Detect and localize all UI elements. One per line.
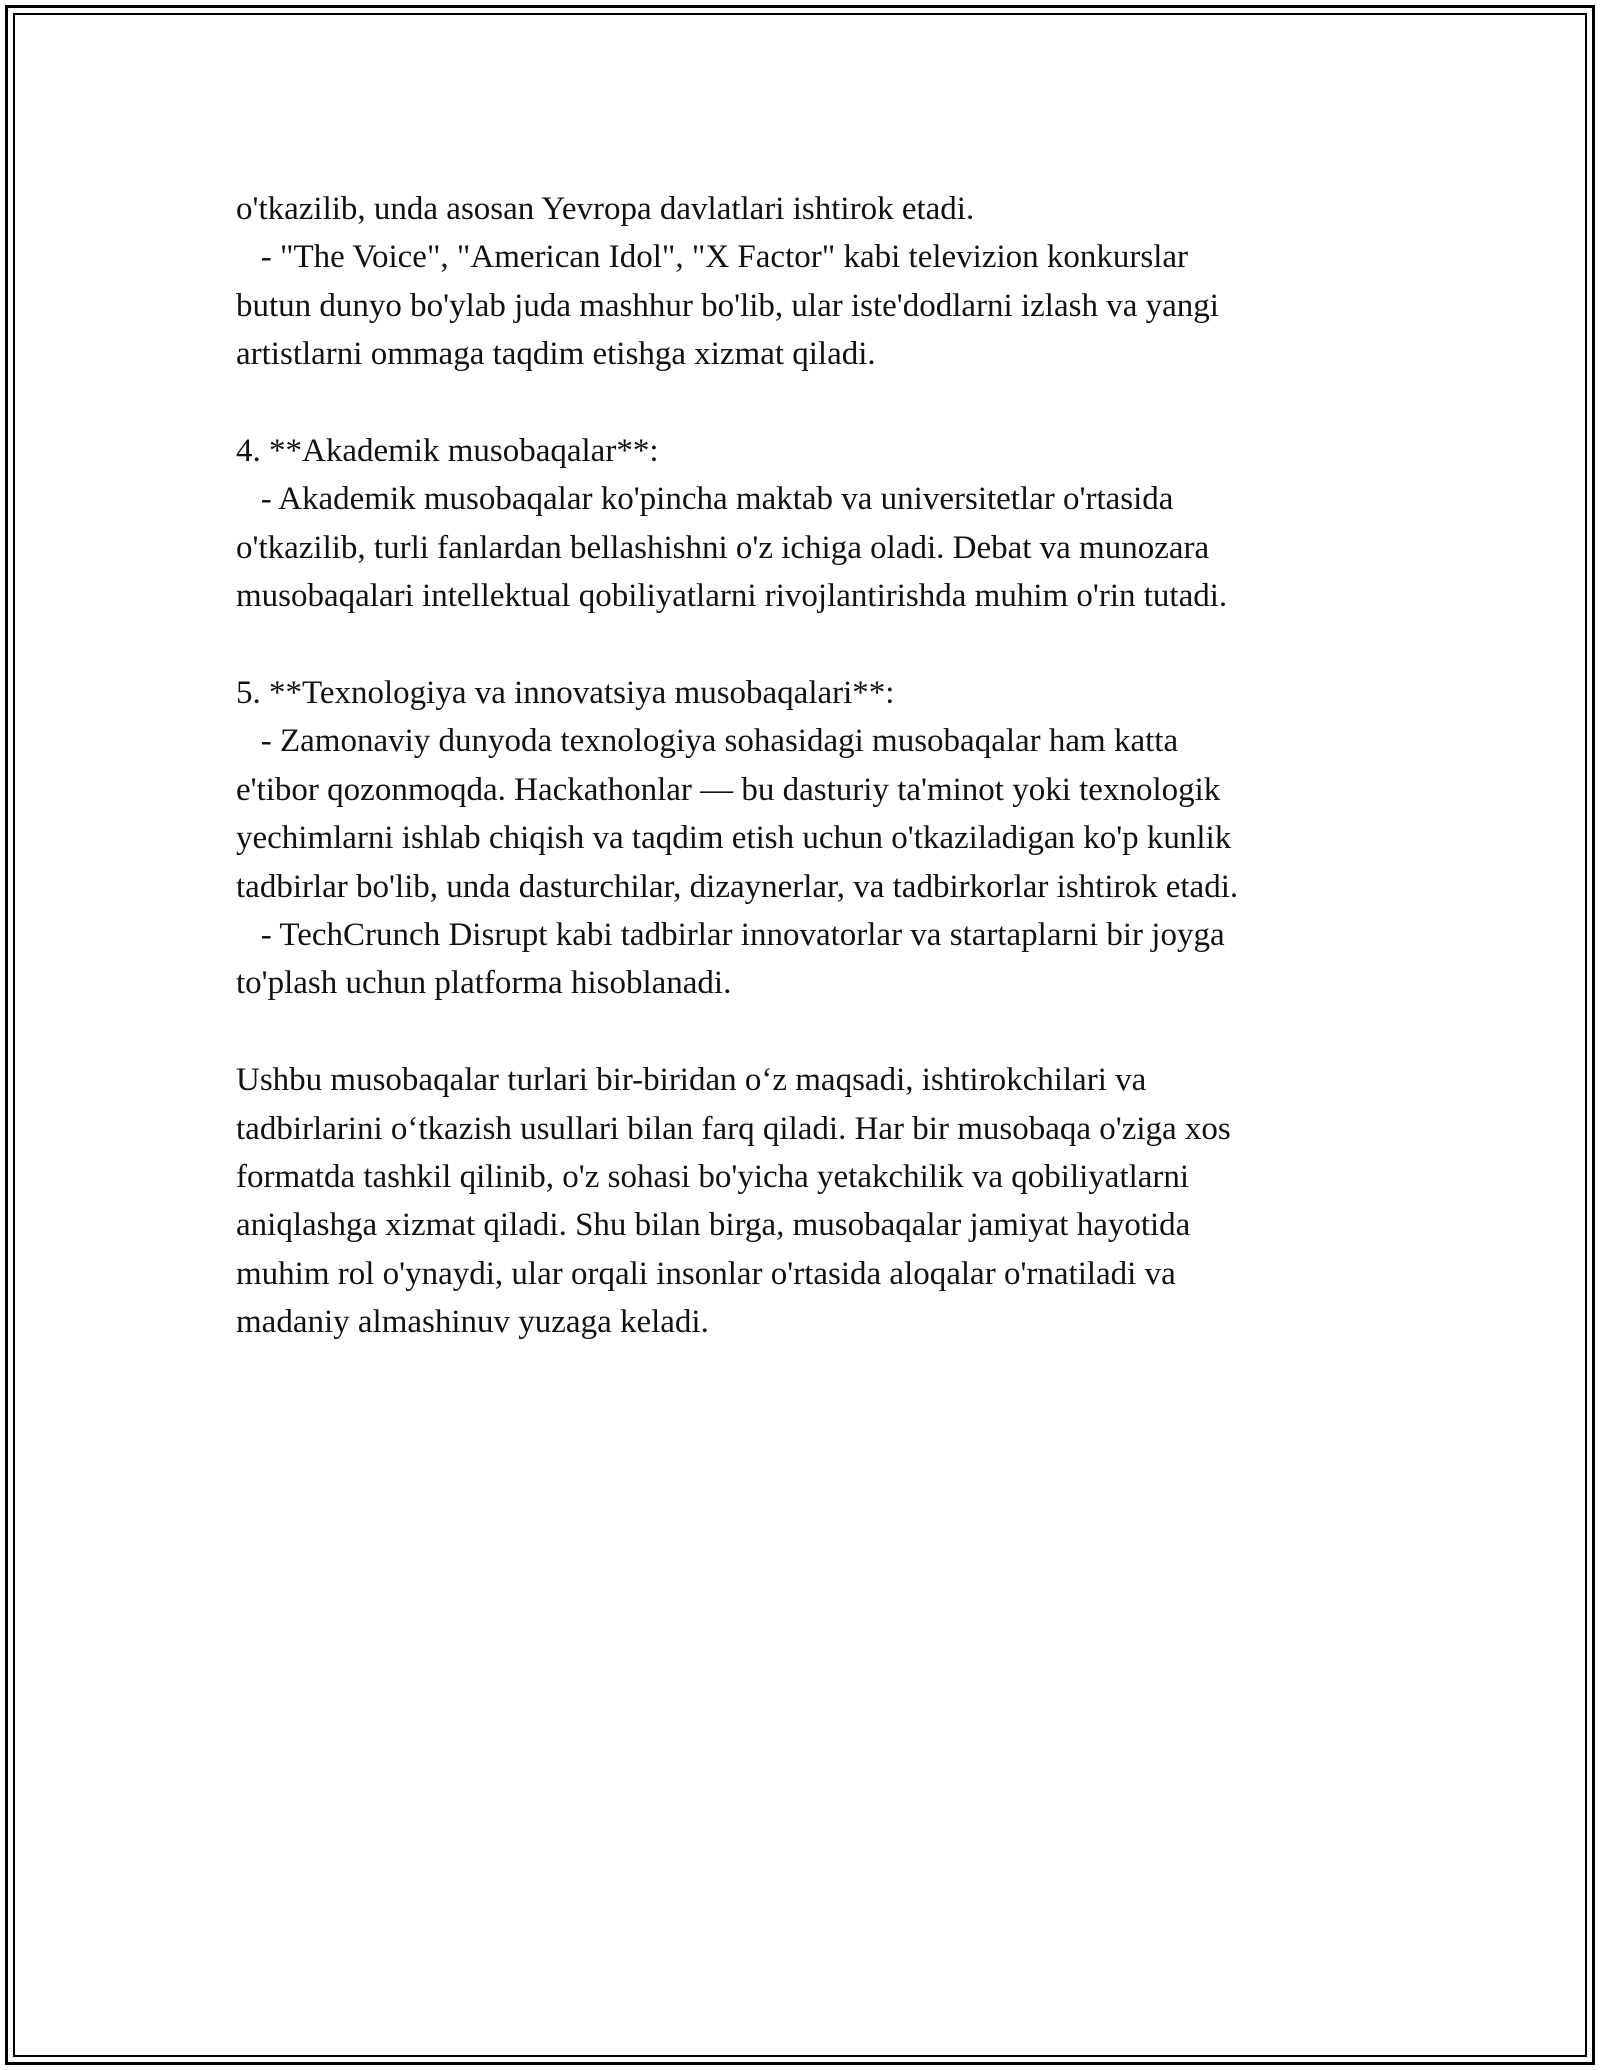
text-line: o'tkazilib, unda asosan Yevropa davlatlari ishtirok etadi. — [236, 191, 975, 227]
text-line: Ushbu musobaqalar turlari bir-biridan o‘z maqsadi, ishtirokchilari va — [236, 1062, 1147, 1099]
section-heading: 4. **Akademik musobaqalar**: — [236, 433, 659, 470]
text-line: muhim rol o'ynaydi, ular orqali insonlar o'rtasida aloqalar o'rnatiladi va — [236, 1255, 1176, 1292]
text-line: tadbirlarini o‘tkazish usullari bilan farq qiladi. Har bir musobaqa o'ziga xos — [236, 1110, 1231, 1147]
blank-line — [236, 621, 1396, 669]
blank-line — [236, 379, 1396, 427]
text-line: musobaqalari intellektual qobiliyatlarni rivojlantirishda muhim o'rin tutadi. — [236, 578, 1228, 615]
text-line: yechimlarni ishlab chiqish va taqdim etish uchun o'tkaziladigan ko'p kunlik — [236, 820, 1232, 857]
text-line: butun dunyo bo'ylab juda mashhur bo'lib, ular iste'dodlarni izlash va yangi — [236, 287, 1219, 324]
text-line: - Zamonaviy dunyoda texnologiya sohasidagi musobaqalar ham katta — [236, 723, 1179, 760]
text-line: - "The Voice", "American Idol", "X Factor" kabi televizion konkurslar — [236, 239, 1189, 276]
text-line: o'tkazilib, turli fanlardan bellashishni o'z ichiga oladi. Debat va munozara — [236, 529, 1210, 566]
text-line: to'plash uchun platforma hisoblanadi. — [236, 965, 732, 1002]
text-line: tadbirlar bo'lib, unda dasturchilar, dizaynerlar, va tadbirkorlar ishtirok etadi. — [236, 868, 1239, 905]
text-line: formatda tashkil qilinib, o'z sohasi bo'yicha yetakchilik va qobiliyatlarni — [236, 1159, 1190, 1196]
text-line: e'tibor qozonmoqda. Hackathonlar — bu dasturiy ta'minot yoki texnologik — [236, 771, 1221, 808]
text-line: - TechCrunch Disrupt kabi tadbirlar innovatorlar va startaplarni bir joyga — [236, 917, 1225, 954]
section-heading: 5. **Texnologiya va innovatsiya musobaqalari**: — [236, 675, 895, 712]
text-line: aniqlashga xizmat qiladi. Shu bilan birga, musobaqalar jamiyat hayotida — [236, 1207, 1191, 1244]
text-line: madaniy almashinuv yuzaga keladi. — [236, 1304, 709, 1341]
blank-line — [236, 1008, 1396, 1056]
document-body — [236, 185, 1396, 1347]
text-line: - Akademik musobaqalar ko'pincha maktab va universitetlar o'rtasida — [236, 481, 1174, 518]
text-line: artistlarni ommaga taqdim etishga xizmat qiladi. — [236, 336, 876, 373]
